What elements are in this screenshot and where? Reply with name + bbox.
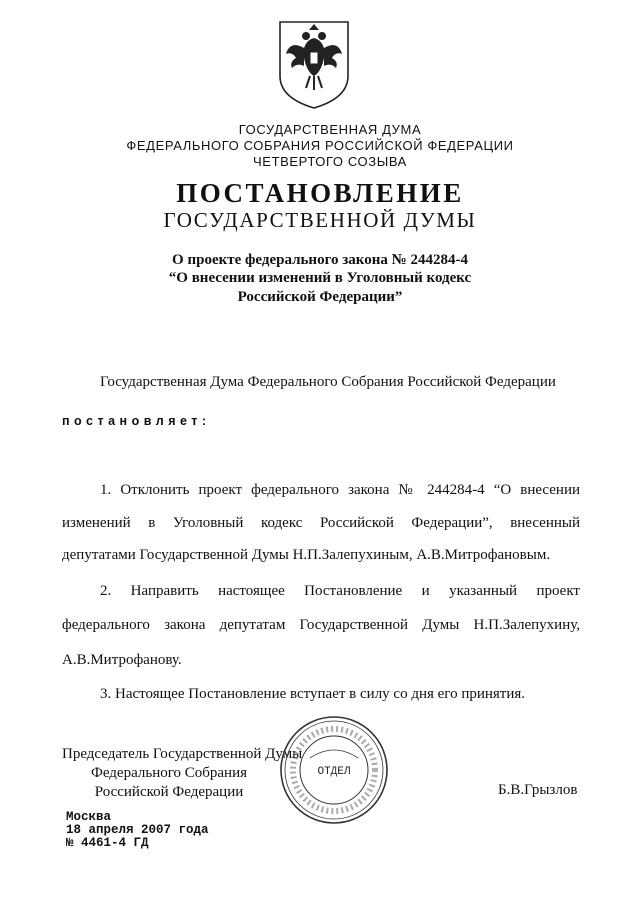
signatory-title (62, 745, 303, 802)
item-2-line-1: 2. Направить настоящее Постановление и указанный проект (100, 583, 580, 599)
subject-line-2: “О внесении изменений в Уголовный кодекс (168, 270, 472, 286)
subject-line-3: Российской Федерации” (237, 289, 403, 305)
signatory-name: Б.В.Грызлов (498, 782, 578, 798)
item-1-line-1: 1. Отклонить проект федерального закона № 244284-4 “О внесении (100, 482, 580, 498)
document-issuer: ГОСУДАРСТВЕННОЙ ДУМЫ (163, 208, 477, 232)
item-3-line-1: 3. Настоящее Постановление вступает в силу со дня его принятия. (100, 686, 526, 702)
decides-text: постановляет: (62, 414, 211, 428)
item-2-line-3: А.В.Митрофанову. (62, 652, 182, 668)
signatory-title-line-2: Федерального Собрания (90, 765, 248, 781)
footer-number: № 4461-4 ГД (66, 836, 149, 850)
preamble-text: Государственная Дума Федерального Собрания Российской Федерации (100, 374, 556, 390)
signatory-title-line-3: Российской Федерации (94, 784, 244, 800)
header-line-2: ФЕДЕРАЛЬНОГО СОБРАНИЯ РОССИЙСКОЙ ФЕДЕРАЦИИ (126, 138, 514, 153)
footer-date: 18 апреля 2007 года (66, 823, 209, 837)
footer-city: Москва (66, 810, 112, 824)
item-2-line-2: федерального закона депутатам Государственной Думы Н.П.Залепухину, (62, 617, 580, 633)
subject-line-1: О проекте федерального закона № 244284-4 (172, 252, 468, 268)
item-1-line-2: изменений в Уголовный кодекс Российской Федерации”, внесенный (62, 515, 580, 531)
header-line-1: ГОСУДАРСТВЕННАЯ ДУМА (238, 122, 422, 137)
signatory-title-line-1: Председатель Государственной Думы (62, 746, 303, 762)
round-seal-stamp-icon (278, 714, 390, 826)
document-type-title: ПОСТАНОВЛЕНИЕ (176, 178, 464, 208)
double-headed-eagle-icon (276, 18, 352, 110)
header-line-3: ЧЕТВЕРТОГО СОЗЫВА (253, 154, 407, 169)
item-1-line-3: депутатами Государственной Думы Н.П.Залепухиным, А.В.Митрофановым. (62, 547, 551, 563)
stamp-inner-text: ОТДЕЛ (317, 766, 351, 778)
